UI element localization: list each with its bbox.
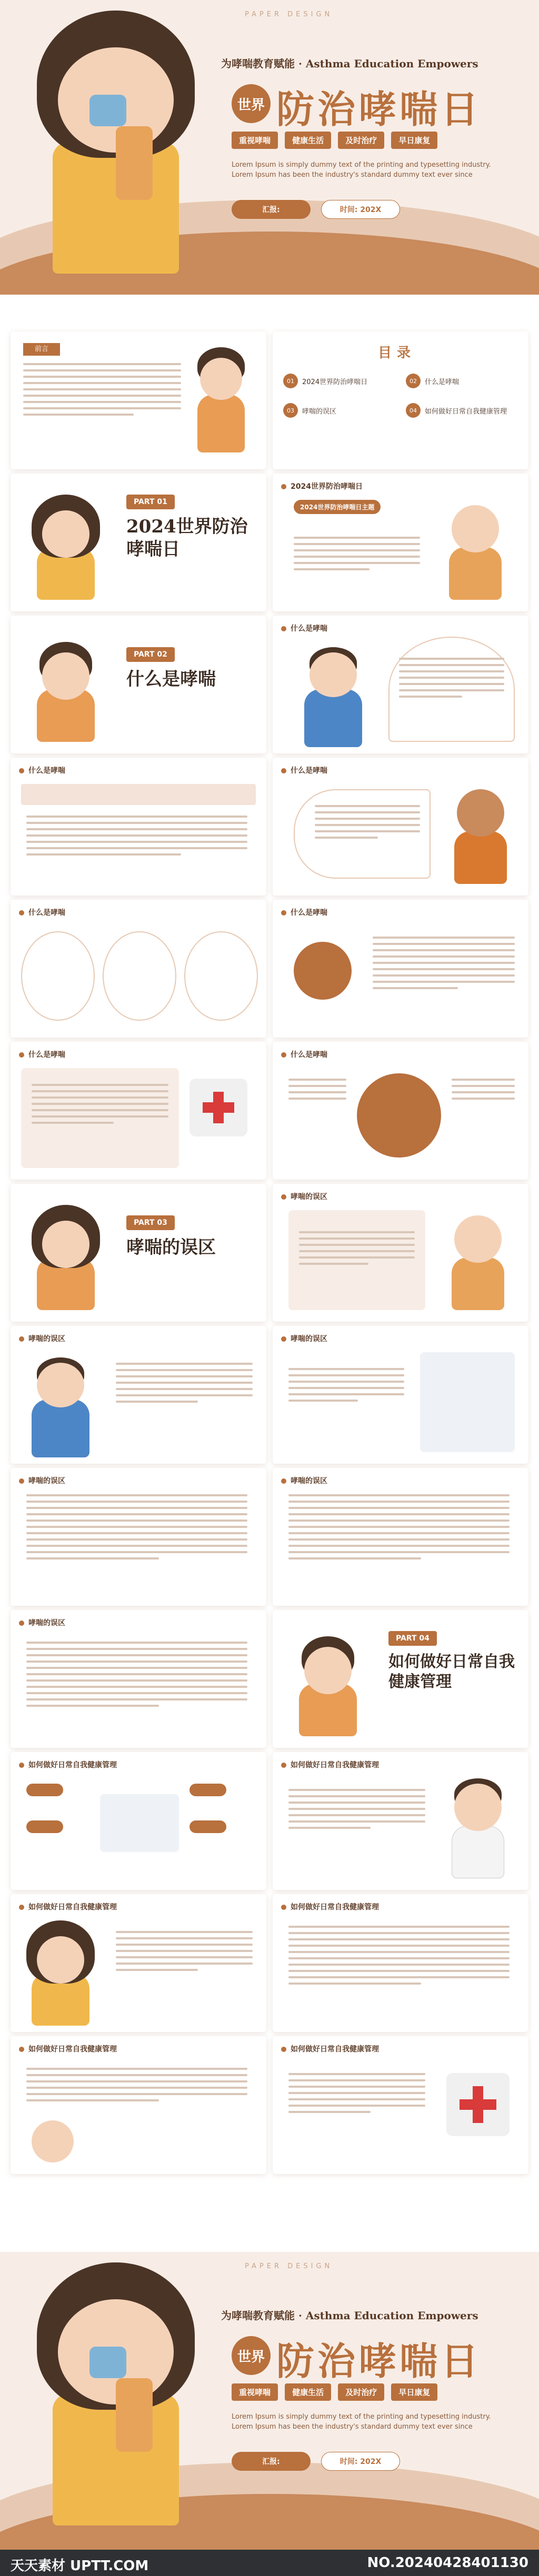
part-label: PART 03 bbox=[126, 1215, 175, 1230]
slide-header: 如何做好日常自我健康管理 bbox=[281, 2044, 379, 2054]
world-badge: 世界 bbox=[232, 2336, 271, 2375]
tag: 重视哮喘 bbox=[232, 132, 278, 149]
label-pill bbox=[26, 1820, 63, 1833]
circle-center bbox=[357, 1073, 441, 1158]
slide-header: 什么是哮喘 bbox=[281, 765, 327, 776]
toc-title: 目录 bbox=[378, 345, 416, 361]
toc-item-label[interactable]: 2024世界防治哮喘日 bbox=[302, 378, 368, 386]
slide-header: 哮喘的误区 bbox=[19, 1617, 65, 1628]
child-image bbox=[26, 2115, 79, 2168]
toc-number: 03 bbox=[283, 403, 298, 418]
slide-what-3 bbox=[273, 758, 528, 895]
cover-bottom bbox=[0, 2252, 539, 2550]
slide-what-5 bbox=[273, 900, 528, 1038]
label-pill bbox=[26, 1784, 63, 1796]
tag: 及时治疗 bbox=[338, 2383, 384, 2401]
slide-part-03 bbox=[11, 1184, 266, 1322]
toc-item-label[interactable]: 如何做好日常自我健康管理 bbox=[425, 407, 507, 416]
world-badge: 世界 bbox=[232, 84, 271, 123]
slide-manage-1 bbox=[11, 1752, 266, 1890]
boy-blue-image bbox=[294, 642, 373, 747]
slide-header: 如何做好日常自我健康管理 bbox=[281, 1901, 379, 1912]
slide-manage-4 bbox=[273, 1894, 528, 2032]
reporter-field: 汇报: bbox=[232, 2452, 311, 2471]
tag: 健康生活 bbox=[285, 132, 331, 149]
cover-lorem: Lorem Ipsum is simply dummy text of the printing and typesetting industry. Lorem Ipsum has been the industry's standard dummy text ever since bbox=[232, 161, 491, 179]
brand-text: PAPER DESIGN bbox=[245, 11, 333, 18]
slide-myth-3 bbox=[273, 1326, 528, 1464]
slide-part-01 bbox=[11, 474, 266, 611]
toc-list bbox=[283, 374, 520, 418]
tag: 重视哮喘 bbox=[232, 2383, 278, 2401]
reporter-field: 汇报: bbox=[232, 200, 311, 219]
nurse-image bbox=[21, 1352, 100, 1457]
toc-item-label[interactable]: 哮喘的误区 bbox=[302, 407, 337, 416]
boy-image bbox=[288, 1626, 367, 1742]
slide-header: 什么是哮喘 bbox=[19, 907, 65, 918]
child-mask-image bbox=[441, 495, 510, 600]
cover-title: 防治哮喘日 bbox=[276, 87, 482, 132]
slide-preface bbox=[11, 331, 266, 469]
slide-part-02 bbox=[11, 616, 266, 753]
time-field: 时间: 202X bbox=[321, 200, 400, 219]
child-mask-image bbox=[441, 1205, 515, 1310]
cover-subtitle: 为哮喘教育赋能 · Asthma Education Empowers bbox=[221, 2309, 478, 2322]
label-pill bbox=[189, 1784, 226, 1796]
slide-header: 哮喘的误区 bbox=[281, 1333, 327, 1344]
part-label: PART 01 bbox=[126, 495, 175, 509]
cover-tags bbox=[232, 2383, 442, 2401]
doctor-image bbox=[441, 1773, 515, 1878]
slide-header: 什么是哮喘 bbox=[19, 765, 65, 776]
slide-header: 哮喘的误区 bbox=[281, 1475, 327, 1486]
slide-header: 如何做好日常自我健康管理 bbox=[19, 1759, 117, 1770]
watermark-bar bbox=[0, 2550, 539, 2576]
part-title: 哮喘的误区 bbox=[126, 1237, 216, 1258]
slide-myth-2 bbox=[11, 1326, 266, 1464]
slide-myth-4 bbox=[11, 1468, 266, 1606]
slide-header: 什么是哮喘 bbox=[281, 1049, 327, 1060]
slide-part-04 bbox=[273, 1610, 528, 1748]
slide-header: 2024世界防治哮喘日 bbox=[281, 481, 363, 491]
brand-text: PAPER DESIGN bbox=[245, 2262, 333, 2270]
girl-with-inhaler-image bbox=[16, 2257, 211, 2531]
toc-number: 01 bbox=[283, 374, 298, 388]
slide-what-1 bbox=[273, 616, 528, 753]
preface-title: 前言 bbox=[23, 343, 60, 356]
slide-toc bbox=[273, 331, 528, 469]
part-title: 什么是哮喘 bbox=[126, 669, 216, 690]
toc-number: 04 bbox=[406, 403, 421, 418]
first-aid-kit-icon bbox=[446, 2073, 510, 2136]
slide-what-4 bbox=[11, 900, 266, 1038]
slide-header: 什么是哮喘 bbox=[19, 1049, 65, 1060]
slide-what-7 bbox=[273, 1042, 528, 1180]
label-pill bbox=[189, 1820, 226, 1833]
tag: 早日康复 bbox=[391, 132, 437, 149]
part-title: 如何做好日常自我健康管理 bbox=[388, 1653, 515, 1691]
part-label: PART 02 bbox=[126, 647, 175, 662]
part-title: 2024世界防治哮喘日 bbox=[126, 516, 248, 560]
girl-with-inhaler-image bbox=[16, 5, 211, 279]
toc-number: 02 bbox=[406, 374, 421, 388]
cover-title: 防治哮喘日 bbox=[276, 2339, 482, 2383]
first-aid-kit-icon bbox=[189, 1079, 247, 1136]
slide-manage-5 bbox=[11, 2036, 266, 2174]
cover-lorem: Lorem Ipsum is simply dummy text of the printing and typesetting industry. Lorem Ipsum has been the industry's standard dummy text ever since bbox=[232, 2413, 491, 2431]
girl-image bbox=[21, 1915, 100, 2026]
slide-what-2 bbox=[11, 758, 266, 895]
doctors-image bbox=[420, 1352, 515, 1452]
boy-image bbox=[189, 342, 253, 458]
cover-top bbox=[0, 0, 539, 295]
child-scarf-image bbox=[446, 779, 515, 884]
girl-image bbox=[26, 1200, 105, 1315]
slide-myth-5 bbox=[273, 1468, 528, 1606]
toc-item-label[interactable]: 什么是哮喘 bbox=[425, 378, 460, 386]
slide-header: 哮喘的误区 bbox=[19, 1475, 65, 1486]
tag: 及时治疗 bbox=[338, 132, 384, 149]
slide-manage-3 bbox=[11, 1894, 266, 2032]
girl-image bbox=[26, 489, 105, 605]
slide-header: 什么是哮喘 bbox=[281, 907, 327, 918]
slide-header: 如何做好日常自我健康管理 bbox=[281, 1759, 379, 1770]
watermark-right: NO.20240428401130 bbox=[367, 2555, 528, 2571]
watermark-left: 天天素材 UPTT.COM bbox=[11, 2558, 149, 2574]
slide-header: 什么是哮喘 bbox=[281, 623, 327, 633]
slide-day-theme bbox=[273, 474, 528, 611]
slide-what-6 bbox=[11, 1042, 266, 1180]
slide-myth-1 bbox=[273, 1184, 528, 1322]
slide-header: 如何做好日常自我健康管理 bbox=[19, 1901, 117, 1912]
slide-manage-6 bbox=[273, 2036, 528, 2174]
slide-myth-6 bbox=[11, 1610, 266, 1748]
part-label: PART 04 bbox=[388, 1631, 437, 1646]
time-field: 时间: 202X bbox=[321, 2452, 400, 2471]
bus-image bbox=[100, 1794, 179, 1852]
tag: 早日康复 bbox=[391, 2383, 437, 2401]
circle-accent bbox=[294, 942, 352, 1000]
slide-manage-2 bbox=[273, 1752, 528, 1890]
slide-header: 如何做好日常自我健康管理 bbox=[19, 2044, 117, 2054]
slide-header: 哮喘的误区 bbox=[19, 1333, 65, 1344]
theme-pill: 2024世界防治哮喘日主题 bbox=[294, 500, 381, 514]
cover-subtitle: 为哮喘教育赋能 · Asthma Education Empowers bbox=[221, 57, 478, 70]
boy-inhaler-image bbox=[26, 631, 105, 747]
cover-tags bbox=[232, 132, 442, 149]
tag: 健康生活 bbox=[285, 2383, 331, 2401]
slide-header: 哮喘的误区 bbox=[281, 1191, 327, 1202]
